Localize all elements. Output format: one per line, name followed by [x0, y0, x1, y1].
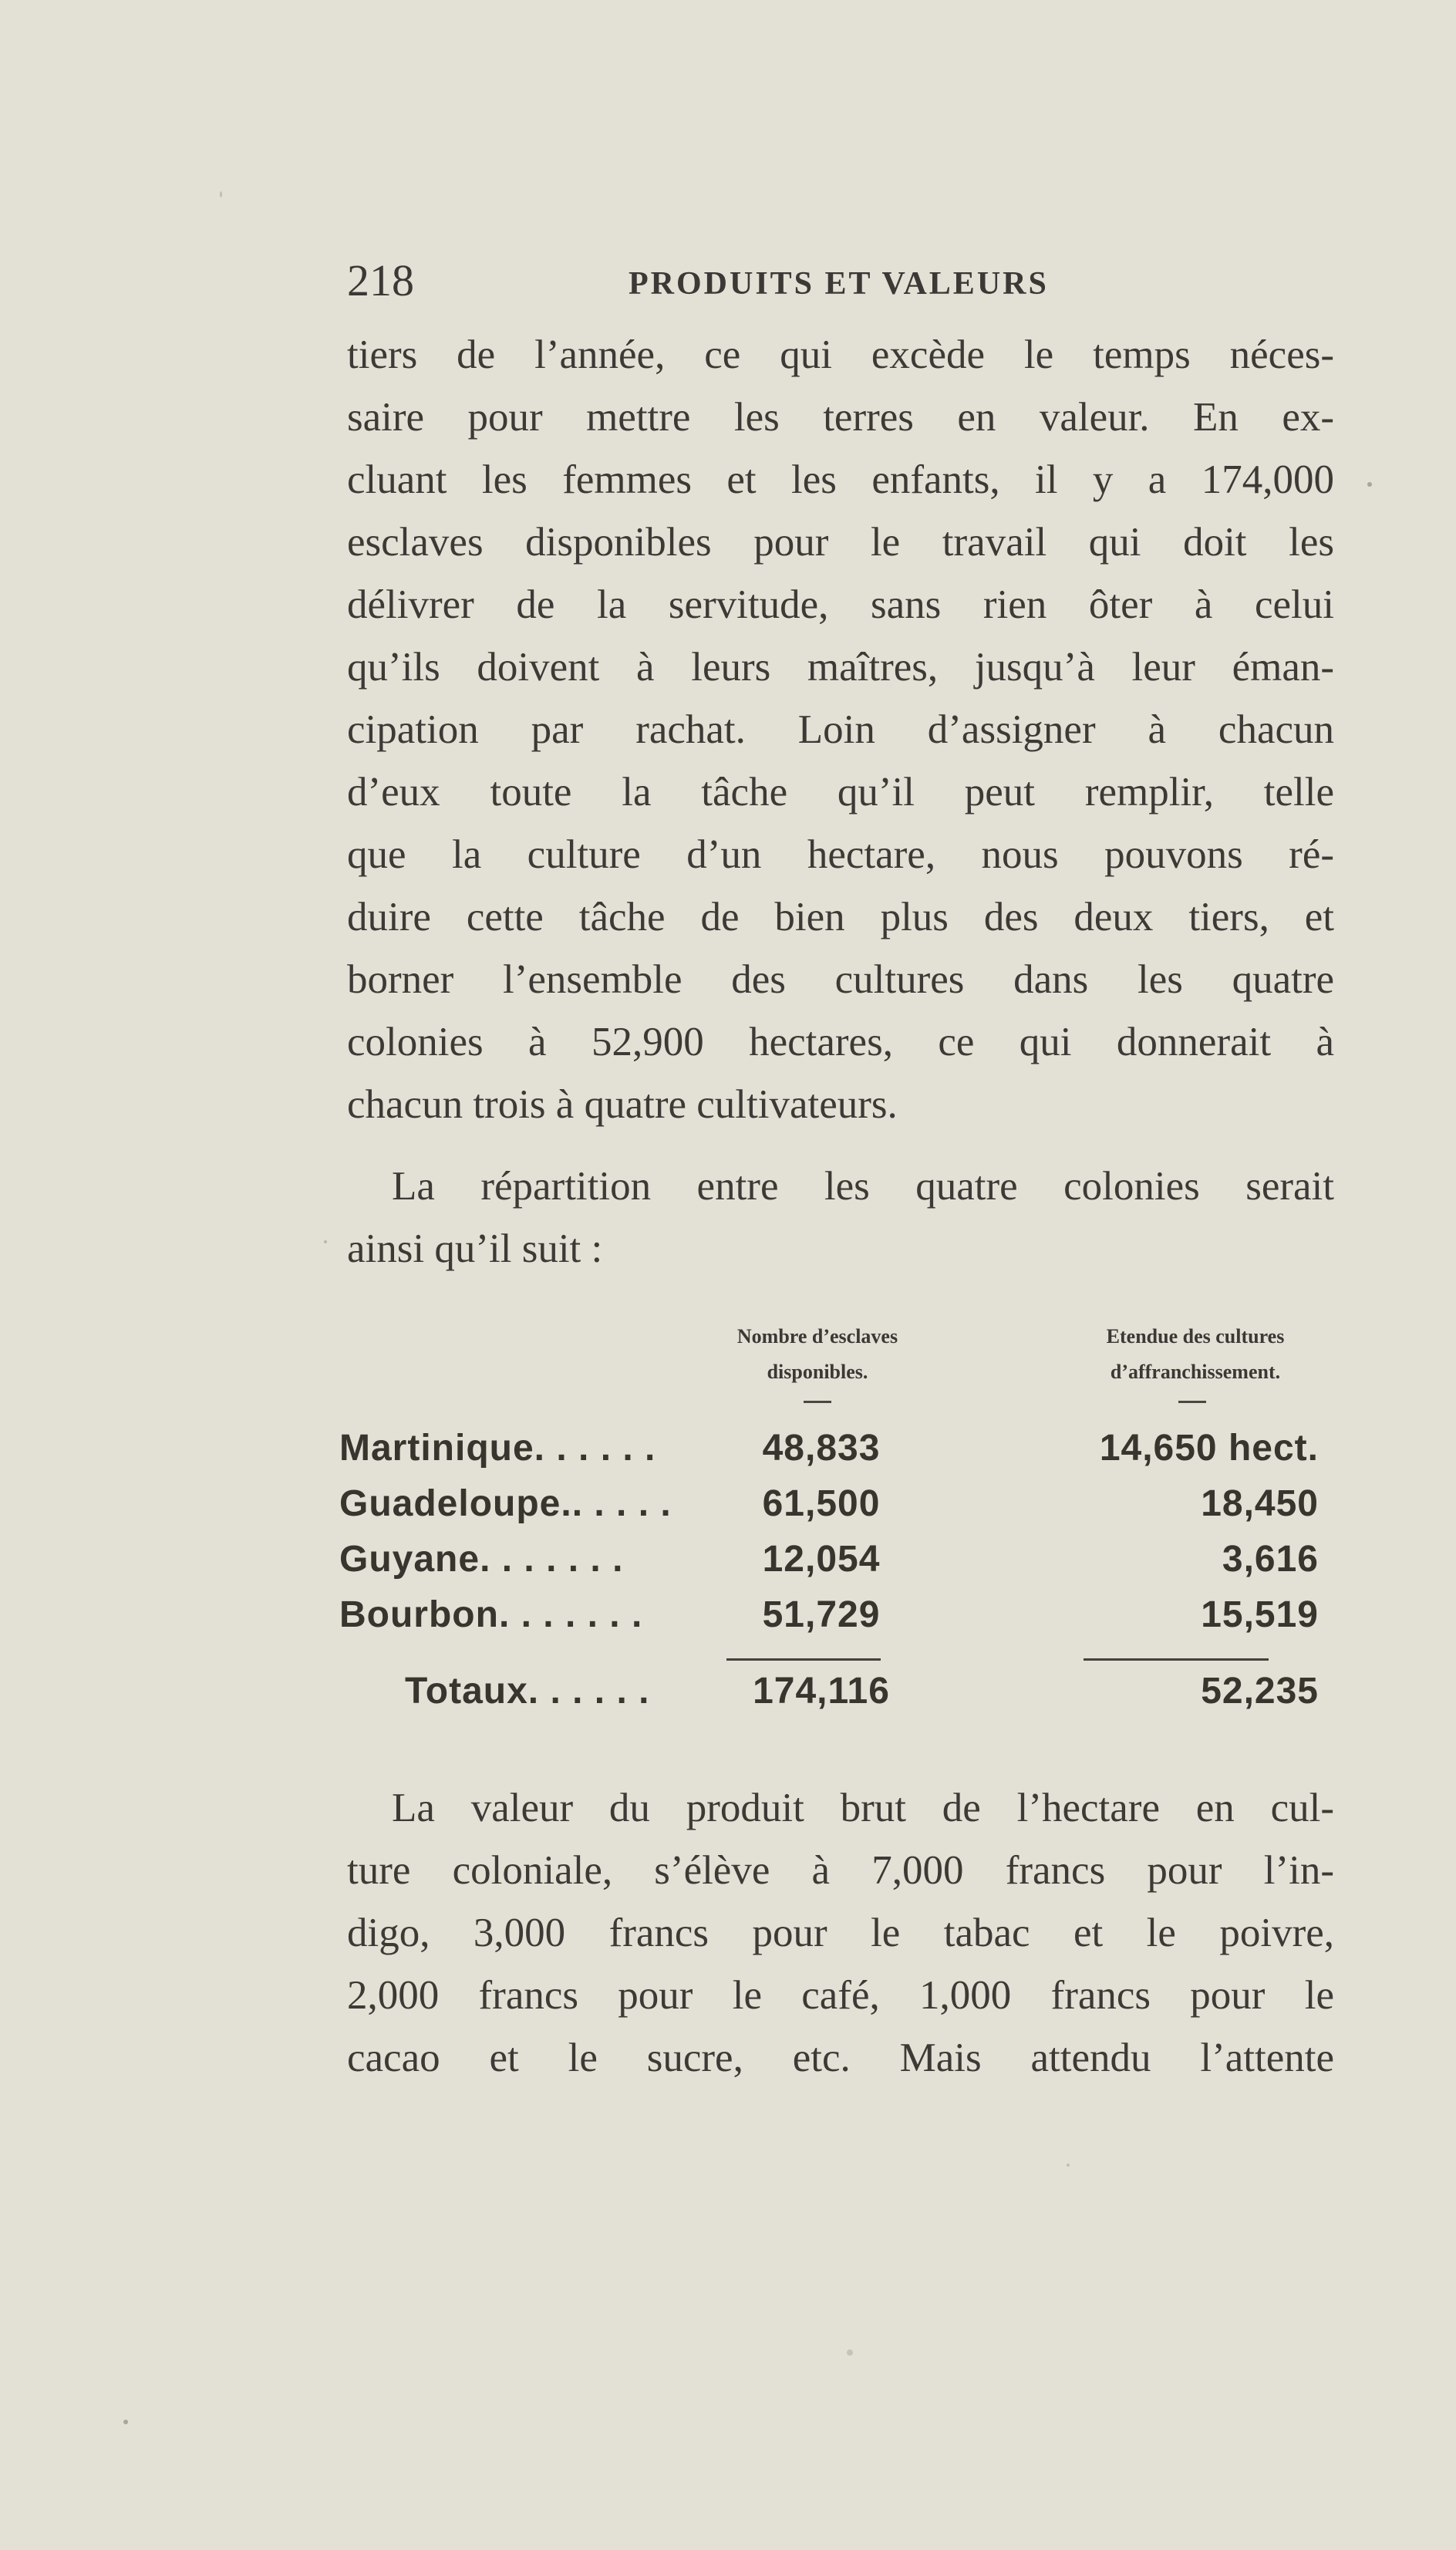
- column-header-esclaves: [702, 1319, 933, 1390]
- etendue-value: 18,450: [1201, 1483, 1319, 1524]
- header-dash: [804, 1401, 831, 1403]
- text-line: chacun trois à quatre cultivateurs.: [347, 1082, 898, 1127]
- text-line: La répartition entre les quatre colonies serait: [392, 1164, 1334, 1209]
- esclaves-total: 174,116: [753, 1671, 890, 1712]
- sum-rule: [726, 1658, 881, 1661]
- running-title: PRODUITS ET VALEURS: [629, 266, 1049, 302]
- etendue-total: 52,235: [1201, 1671, 1319, 1712]
- text-line: La valeur du produit brut de l’hectare en cul-: [392, 1786, 1334, 1830]
- text-line: saire pour mettre les terres en valeur. En ex-: [347, 395, 1334, 440]
- table-row: [339, 1427, 1342, 1476]
- paper-speck: [847, 2349, 853, 2356]
- column-header-line: d’affranchissement.: [1110, 1361, 1281, 1383]
- etendue-value: 15,519: [1201, 1594, 1319, 1635]
- paper-speck: [1067, 2164, 1070, 2167]
- text-line: ture coloniale, s’élève à 7,000 francs pour l’in-: [347, 1848, 1334, 1893]
- etendue-value: 3,616: [1222, 1539, 1319, 1580]
- paragraph-2: [347, 1155, 1334, 1280]
- text-line: borner l’ensemble des cultures dans les quatre: [347, 957, 1334, 1002]
- column-header-line: Nombre d’esclaves: [736, 1325, 898, 1348]
- text-line: colonies à 52,900 hectares, ce qui donnerait à: [347, 1020, 1334, 1064]
- text-line: cluant les femmes et les enfants, il y a 174,000: [347, 457, 1334, 502]
- colony-name: Guadeloupe.. . . . .: [339, 1483, 672, 1524]
- esclaves-value: 12,054: [762, 1539, 881, 1580]
- text-line: 2,000 francs pour le café, 1,000 francs pour le: [347, 1973, 1334, 2018]
- text-line: qu’ils doivent à leurs maîtres, jusqu’à leur éman-: [347, 645, 1334, 690]
- column-header-line: Etendue des cultures: [1106, 1325, 1285, 1348]
- text-line: tiers de l’année, ce qui excède le temps néces-: [347, 332, 1334, 377]
- column-header-line: disponibles.: [767, 1361, 868, 1383]
- paper-speck: [123, 2420, 128, 2424]
- paper-speck: [1367, 482, 1372, 487]
- paragraph-3: [347, 1777, 1334, 2090]
- etendue-value: 14,650 hect.: [1099, 1428, 1319, 1469]
- text-line: cipation par rachat. Loin d’assigner à chacun: [347, 707, 1334, 752]
- esclaves-value: 51,729: [762, 1594, 881, 1635]
- text-line: que la culture d’un hectare, nous pouvons ré-: [347, 832, 1334, 877]
- text-line: digo, 3,000 francs pour le tabac et le poivre,: [347, 1911, 1334, 1955]
- text-line: d’eux toute la tâche qu’il peut remplir, telle: [347, 770, 1334, 815]
- text-line: délivrer de la servitude, sans rien ôter à celui: [347, 582, 1334, 627]
- colony-name: Bourbon. . . . . . .: [339, 1594, 643, 1635]
- page-number: 218: [347, 255, 414, 305]
- paragraph-1: [347, 324, 1334, 1136]
- table-row: [339, 1538, 1342, 1587]
- colony-name: Martinique. . . . . .: [339, 1428, 656, 1469]
- header-dash: [1178, 1401, 1206, 1403]
- esclaves-value: 61,500: [762, 1483, 881, 1524]
- text-line: cacao et le sucre, etc. Mais attendu l’attente: [347, 2036, 1334, 2080]
- paper-speck: [220, 191, 222, 197]
- total-label: Totaux. . . . . .: [405, 1671, 650, 1712]
- esclaves-value: 48,833: [762, 1428, 881, 1469]
- text-line: esclaves disponibles pour le travail qui doit les: [347, 520, 1334, 565]
- colony-name: Guyane. . . . . . .: [339, 1539, 624, 1580]
- page-header: [347, 255, 1334, 309]
- paper-speck: [324, 1240, 327, 1243]
- table-row: [339, 1482, 1342, 1532]
- text-line: duire cette tâche de bien plus des deux tiers, et: [347, 895, 1334, 939]
- distribution-table: [339, 1319, 1342, 1735]
- column-header-etendue: [1049, 1319, 1342, 1390]
- sum-rule: [1084, 1658, 1269, 1661]
- table-row: [339, 1594, 1342, 1643]
- table-total-row: [339, 1670, 1342, 1719]
- text-line: ainsi qu’il suit :: [347, 1226, 603, 1271]
